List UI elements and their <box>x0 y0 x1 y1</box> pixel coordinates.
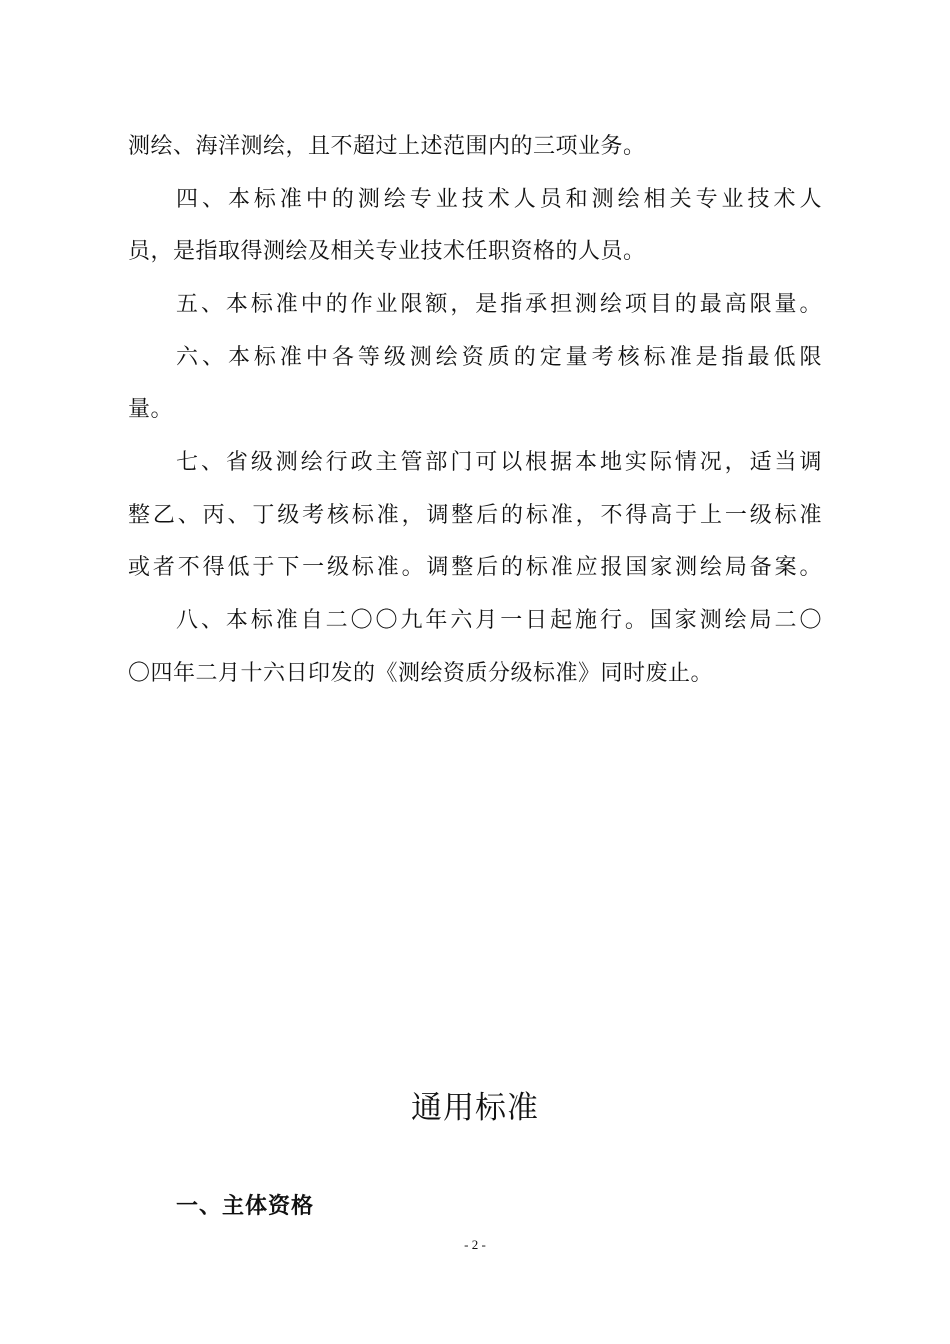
paragraph-line: 四、本标准中的测绘专业技术人员和测绘相关专业技术人 <box>176 187 822 212</box>
paragraph-line: 员，是指取得测绘及相关专业技术任职资格的人员。 <box>128 239 646 264</box>
sub-heading: 一、主体资格 <box>176 1194 315 1219</box>
paragraph-line: 七、省级测绘行政主管部门可以根据本地实际情况，适当调 <box>176 450 822 475</box>
paragraph-line: 八、本标准自二〇〇九年六月一日起施行。国家测绘局二〇 <box>176 608 822 633</box>
paragraph-line: 六、本标准中各等级测绘资质的定量考核标准是指最低限 <box>176 345 822 370</box>
paragraph-line: 测绘、海洋测绘，且不超过上述范围内的三项业务。 <box>128 134 646 159</box>
paragraph-line: 整乙、丙、丁级考核标准，调整后的标准，不得高于上一级标准 <box>128 503 822 528</box>
paragraph-line: 量。 <box>128 397 174 422</box>
paragraph-line: 或者不得低于下一级标准。调整后的标准应报国家测绘局备案。 <box>128 555 822 580</box>
page-number: - 2 - <box>464 1237 486 1252</box>
section-title: 通用标准 <box>411 1090 539 1126</box>
paragraph-line: 五、本标准中的作业限额，是指承担测绘项目的最高限量。 <box>176 292 822 317</box>
paragraph-line: 〇四年二月十六日印发的《测绘资质分级标准》同时废止。 <box>128 661 714 686</box>
